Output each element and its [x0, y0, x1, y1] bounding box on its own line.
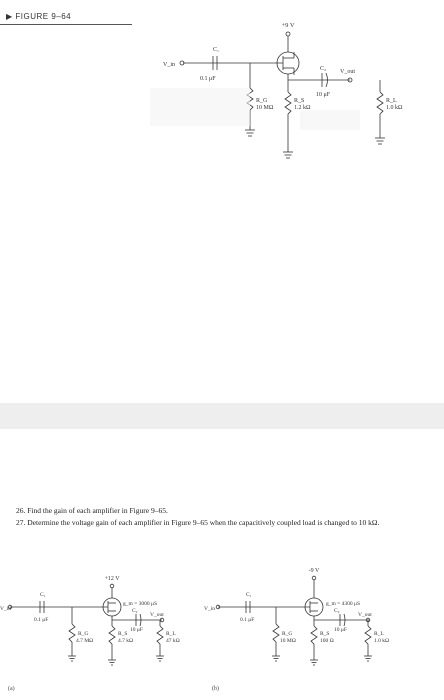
circuit-b-c1-name: C₁	[246, 592, 252, 598]
circuit-a-rs-name: R_S	[118, 631, 128, 637]
circuit-b-rs-value: 100 Ω	[320, 638, 334, 644]
circuit-a-rl-name: R_L	[166, 631, 176, 637]
circuit-a-rs-value: 4.7 kΩ	[118, 638, 134, 644]
circuit-b-cs-value: 10 μF	[334, 627, 347, 633]
circuit-a-vout: V_out	[150, 612, 164, 618]
circuit-b-vout: V_out	[358, 612, 372, 618]
circuit-b-rg-name: R_G	[282, 631, 293, 637]
problem-number: 27.	[16, 518, 26, 527]
circuit-b-rl-value: 1.0 kΩ	[374, 638, 390, 644]
circuit-b-vin: V_in	[204, 606, 215, 612]
cs-value: 10 μF	[316, 92, 331, 98]
circuit-a-rg-value: 4.7 MΩ	[76, 638, 94, 644]
problem-26	[16, 506, 416, 516]
circuit-b-vdd: -9 V	[308, 568, 320, 574]
rs-name: R_S	[294, 98, 305, 104]
circuit-b-rg-value: 10 MΩ	[280, 638, 296, 644]
circuit-a-c1-value: 0.1 μF	[34, 617, 49, 623]
circuit-a-label: (a)	[8, 686, 15, 692]
circuit-a-cs-value: 10 μF	[130, 627, 143, 633]
circuit-a-c2-name: C₂	[132, 608, 138, 614]
circuit-b-label: (b)	[212, 686, 219, 692]
circuit-a-rg-name: R_G	[78, 631, 89, 637]
vin-label: V_in	[163, 62, 175, 68]
circuit-a-c1-name: C₁	[40, 592, 46, 598]
circuit-a-vdd: +12 V	[104, 576, 120, 582]
rg-name: R_G	[256, 98, 268, 104]
vdd-label: +9 V	[281, 22, 295, 29]
figure-title: ▶ FIGURE 9–64	[6, 12, 72, 21]
problem-text: Determine the voltage gain of each amplifier in Figure 9–65 when the capacitively coupled load is changed to 10 kΩ.	[27, 518, 380, 527]
circuit-a-gm: g_m = 3000 μS	[123, 601, 158, 607]
circuit-a-vin: V_in	[0, 606, 11, 612]
vout-label: V_out	[340, 69, 355, 75]
rl-name: R_L	[386, 98, 397, 104]
circuit-b-rl-name: R_L	[374, 631, 384, 637]
circuit-b-rs-name: R_S	[320, 631, 330, 637]
c1-name: C₁	[213, 47, 220, 53]
circuit-b-c2-name: C₂	[334, 608, 340, 614]
rl-value: 1.0 kΩ	[386, 105, 403, 111]
problem-text: Find the gain of each amplifier in Figure 9–65.	[27, 506, 168, 515]
circuit-b-c1-value: 0.1 μF	[240, 617, 255, 623]
problem-number: 26.	[16, 506, 26, 515]
circuit-a-rl-value: 47 kΩ	[166, 638, 180, 644]
problem-27	[16, 518, 426, 528]
rg-value: 10 MΩ	[256, 105, 274, 111]
c1-value: 0.1 μF	[200, 76, 216, 82]
rs-value: 1.2 kΩ	[294, 105, 311, 111]
c2-name: C₂	[320, 66, 327, 72]
circuit-b-gm: g_m = 4300 μS	[326, 601, 361, 607]
vdd-terminal	[286, 32, 290, 36]
circuit-a-schematic	[8, 584, 164, 665]
